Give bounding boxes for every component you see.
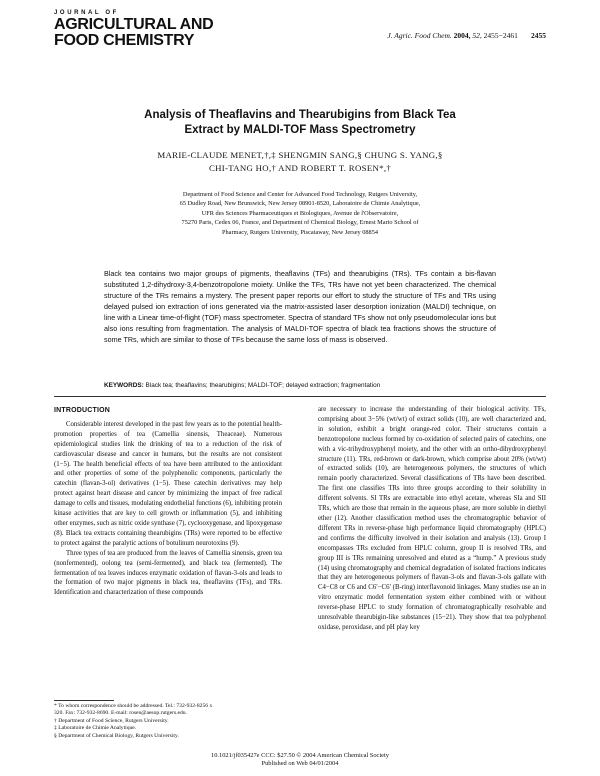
abstract: Black tea contains two major groups of pigments, theaflavins (TFs) and thearubigins (TRs). TFs contain a bis-flavan substituted 1,2-dihydroxy-3,4-benzotropolone moiety. Unlike the TFs, TRs have not yet been characterized. The chemical structure of the TRs remains a mystery. The present paper reports our effort to study the structure of TFs and TRs using delayed pulsed ion extraction of ions generated via the matrix-assisted laser desorption ionization (MALDI) technique, on line with a Linear time-of-flight (TOF) mass spectrometer. Spectra of standard TFs show not only pseudomolecular ions but also ions resulting from fragmentation. The analysis of MALDI-TOF spectra of black tea fractions shows the structure of some TRs, which are similar to those of TFs because the same loss of mass is observed. — [104, 269, 496, 344]
author-list — [60, 149, 540, 175]
footnote: * To whom correspondence should be addressed. Tel.: 732-932-8256 x — [54, 703, 213, 709]
page-footer — [0, 752, 600, 768]
footnote: § Department of Chemical Biology, Rutgers University. — [54, 732, 179, 739]
page-number: 2455 — [531, 31, 546, 40]
citation-header — [387, 31, 546, 40]
keywords-list: Black tea; theaflavins; thearubigins; MALDI-TOF; delayed extraction; fragmentation — [145, 382, 381, 389]
footnotes — [54, 703, 284, 740]
logo-line-2: AGRICULTURAL AND — [54, 16, 214, 33]
logo-line-3: FOOD CHEMISTRY — [54, 32, 195, 49]
keywords-label: KEYWORDS: — [104, 382, 144, 389]
authors-line-2: CHI-TANG HO,† AND ROBERT T. ROSEN*,† — [208, 163, 392, 173]
article-title — [60, 108, 540, 138]
keywords — [104, 382, 524, 389]
authors-line-1: MARIE-CLAUDE MENET,†,‡ SHENGMIN SANG,§ CHUNG S. YANG,§ — [157, 150, 443, 160]
affiliations — [130, 190, 470, 237]
journal-logo — [54, 10, 213, 49]
paragraph: Three types of tea are produced from the leaves of Camellia sinensis, green tea (nonfermented), oolong tea (semi-fermented), and black tea (fermented). The fermentation of tea leaves induces enzymatic oxidation of flavan-3-ols and leads to the formation of two major pigments in black tea, theaflavins (TFs), and TRs. Identification and characterization of these compounds — [54, 549, 282, 597]
citation-journal: J. Agric. Food Chem. — [387, 31, 452, 40]
paragraph: Considerable interest developed in the past few years as to the potential health-promotion properties of tea (Camellia sinensis, Theaceae). Numerous epidemiological studies link the drinking of tea to a reduction of the risk of cardiovascular disease and cancer in humans, but the results are not consistent (1−5). The health beneficial effects of tea have been attributed to the antioxidant and other properties of some of the polyphenolic components, particularly the catechin (flavan-3-ol) derivatives (1−5). These catechin derivatives may help protect against heart disease and cancer by minimizing the impact of free radical damage to cells and tissues, modulating endothelial functions (6), inhibiting protein kinase activities that are key to cell growth or inflammation (5), and inhibiting other enzymes, such as nitric oxide synthase (7), cyclooxygenase, and lipoxygenase (8). Black tea extracts containing thearubigins (TRs) were reported to be effective to protect against the paralytic actions of botulinum neurotoxins (9). — [54, 420, 282, 547]
citation-volume: 52, — [472, 31, 482, 40]
affiliation-line: 65 Dudley Road, New Brunswick, New Jersey 08901-8520, Laboratoire de Chimie Analytique, — [179, 200, 421, 208]
affiliation-line: UFR des Sciences Pharmaceutiques et Biologiques, Avenue de l'Observatoire, — [201, 209, 399, 217]
title-line-2: Extract by MALDI-TOF Mass Spectrometry — [184, 124, 416, 136]
section-heading: INTRODUCTION — [54, 407, 111, 414]
affiliation-line: Pharmacy, Rutgers University, Piscataway, New Jersey 08854 — [222, 228, 378, 236]
section-divider — [54, 396, 546, 397]
footnote: 320. Fax: 732-932-8690. E-mail: rosen@aesop.rutgers.edu. — [54, 710, 188, 717]
citation-pages: 2455−2461 — [483, 31, 518, 40]
affiliation-line: 75270 Paris, Cedex 06, France, and Department of Chemical Biology, Ernest Mario School of — [181, 219, 419, 227]
footnote: ‡ Laboratoire de Chimie Analytique. — [54, 725, 137, 732]
logo-line-1: JOURNAL OF — [54, 10, 119, 16]
footer-doi: 10.1021/jf035427e CCC: $27.50 © 2004 American Chemical Society — [211, 752, 389, 759]
footnote: † Department of Food Science, Rutgers University. — [54, 717, 169, 724]
affiliation-line: Department of Food Science and Center for Advanced Food Technology, Rutgers University, — [182, 191, 418, 198]
right-column — [318, 405, 546, 633]
footnote-rule — [54, 700, 114, 701]
paragraph: are necessary to increase the understanding of their biological activity. TFs, comprising about 3−5% (wt/wt) of extract solids (10), are well characterized and, in solution, exhibit a bright orange-red color. Their structures contain a benzotropolone nucleus formed by co-oxidation of selected pairs of catechins, one with a vic-trihydroxyphenyl moiety, and the other with an ortho-dihydroxyphenyl structure (11). TRs, red-brown or dark-brown, which comprise about 20% (wt/wt) of extracted solids (10), are heterogeneous polymers, the structures of which remain poorly characterized. Several classifications of TRs have been described. The first one classifies TRs into three groups according to their solubility in different solvents. SI TRs are extractable into ethyl acetate, whereas SIa and SII TRs, which are those that remain in the aqueous phase, are more soluble in diethyl ether (12). Another classification method uses the chromatographic behavior of different TRs in reverse-phase high performance liquid chromatography (HPLC) and confirms the difficulty involved in their isolation and analysis (13). Group I encompasses TRs excluded from HPLC column, group II is resolved TRs, and group III is TRs remaining unresolved and eluted as a “hump.” A previous study (14) using chromatography and chemical degradation of isolated fractions indicates that they are heterogeneous polymers of flavan-3-ols and flavan-3-ols gallate with C4−C8 or C6 and C6′−C6′ (B-ring) interflavonoid linkages. Many studies use an in vitro enzymatic model fermentation system either combined with or without reverse-phase HPLC to study formation of chromatographically resolvable and unresolvable thearubigin-like substances (15−21). They show that tea polyphenol oxidase, peroxidase, and pH play key — [318, 406, 546, 631]
left-column — [54, 406, 282, 598]
footer-published: Published on Web 04/01/2004 — [261, 760, 339, 767]
title-line-1: Analysis of Theaflavins and Thearubigins from Black Tea — [144, 109, 456, 121]
citation-year: 2004, — [453, 31, 471, 40]
